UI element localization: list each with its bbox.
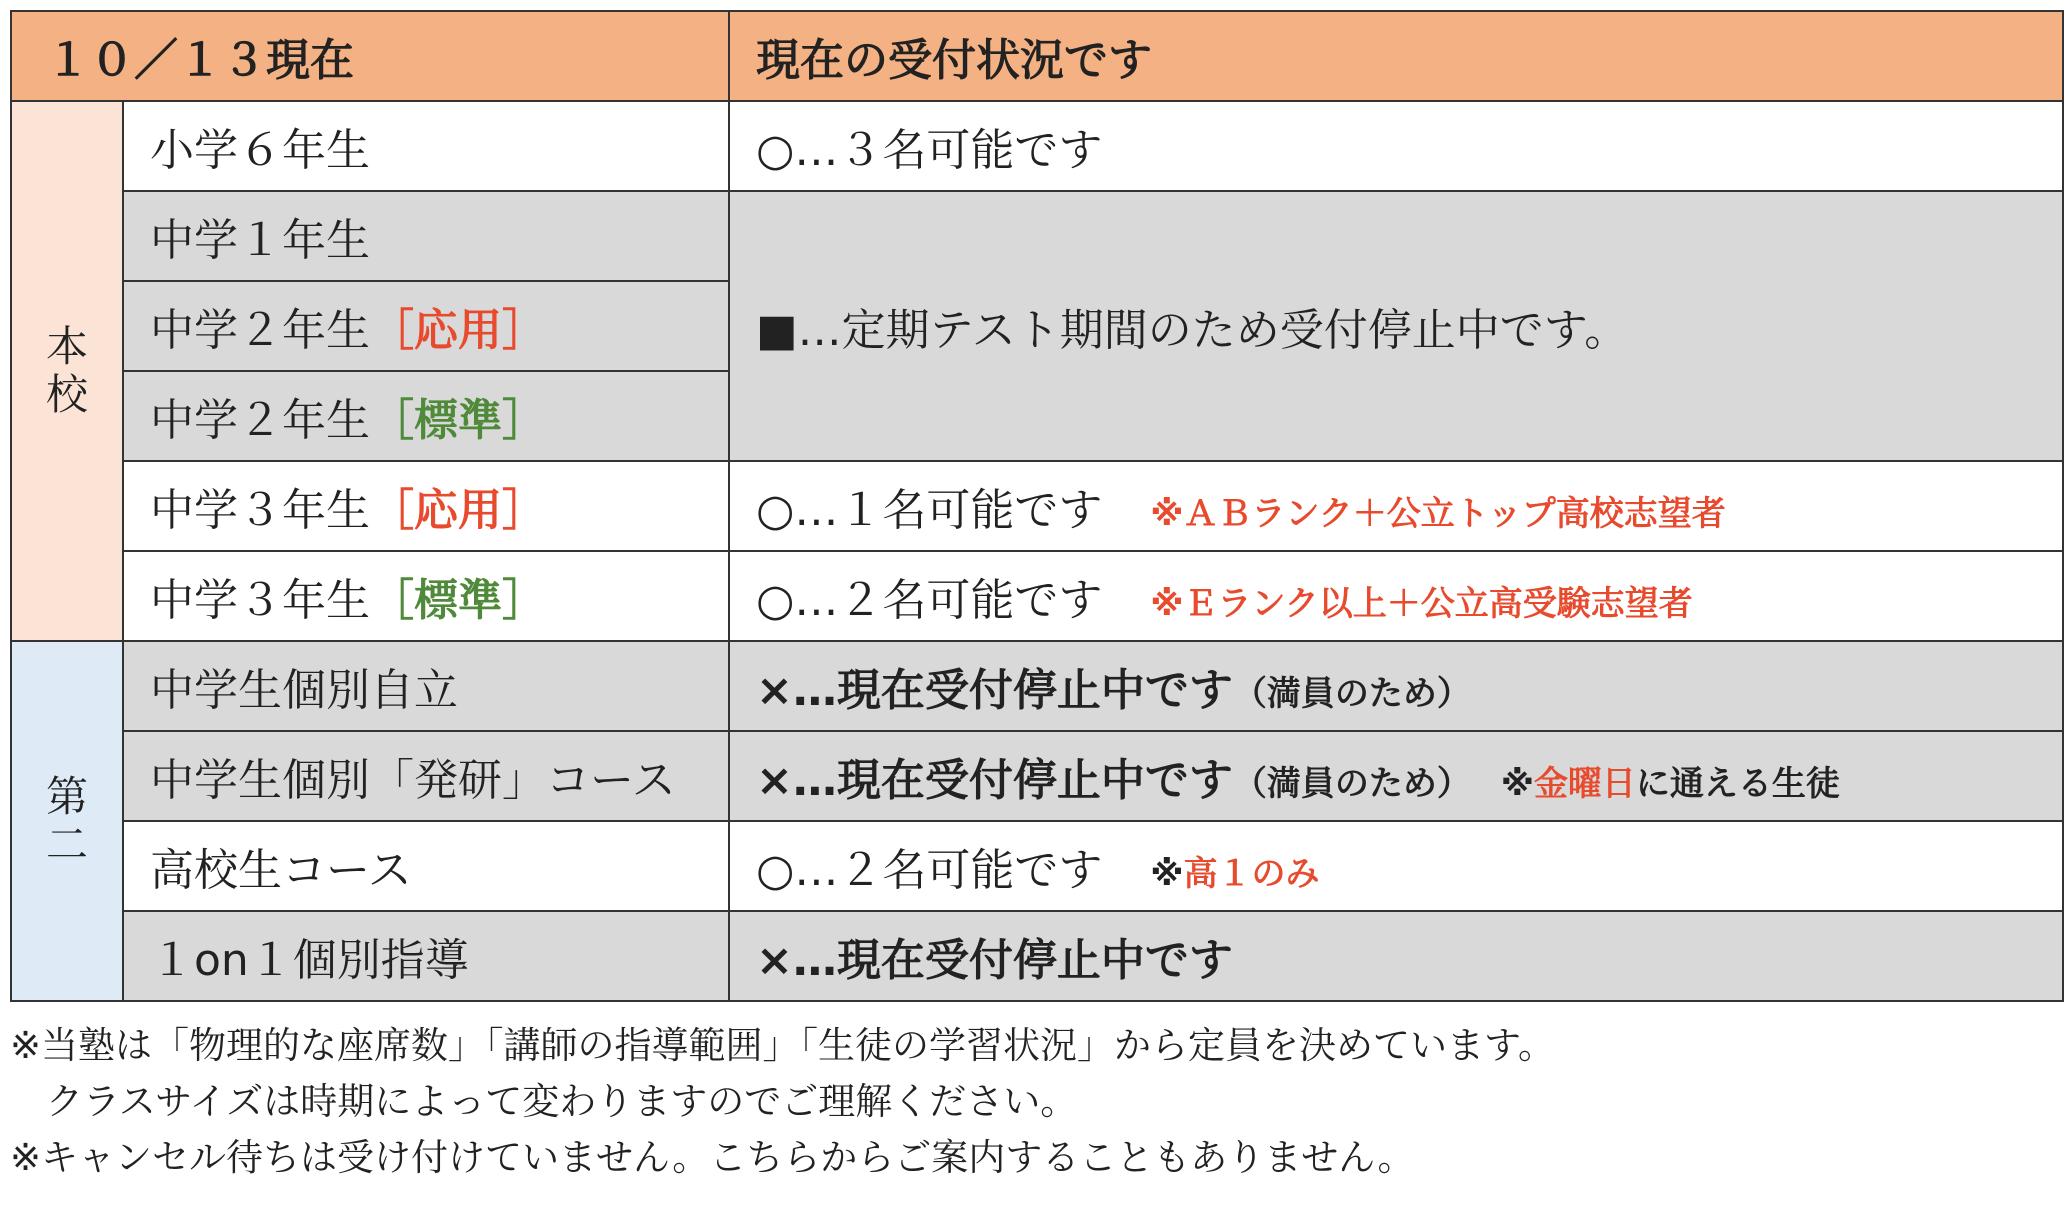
table-row (11, 101, 2063, 191)
course-name: 中学２年生 (150, 395, 370, 446)
status-cell (729, 461, 2063, 551)
course-name: 中学３年生 (150, 485, 370, 536)
status-cell (729, 191, 2063, 461)
course-name: 中学２年生 (150, 305, 370, 356)
course-cell (123, 371, 729, 461)
status-sub: （満員のため） (1232, 764, 1471, 804)
group-label-char: 校 (45, 370, 88, 419)
group-label-daini (11, 641, 123, 1001)
status-sub: （満員のため） (1232, 674, 1471, 714)
status-text: ×…現在受付停止中です (756, 755, 1233, 806)
course-name: 高校生コース (123, 821, 729, 911)
status-note: ※Ｅランク以上＋公立高受験志望者 (1150, 584, 1693, 624)
course-name: １on１個別指導 (123, 911, 729, 1001)
status-text: ○…２名可能です (756, 575, 1103, 626)
status-text: ○…１名可能です (756, 485, 1103, 536)
level-tag-standard: ［標準］ (370, 575, 546, 626)
status-text: ○…２名可能です (756, 845, 1103, 896)
status-note-highlight: 高１のみ (1183, 854, 1320, 894)
header-date: １０／１３現在 (11, 11, 729, 101)
status-cell (729, 821, 2063, 911)
course-name: 中学１年生 (123, 191, 729, 281)
footer-note: クラスサイズは時期によって変わりますのでご理解ください。 (46, 1080, 1078, 1123)
table-row (11, 551, 2063, 641)
course-cell (123, 461, 729, 551)
status-cell (729, 101, 2063, 191)
status-note-highlight: 金曜日 (1533, 764, 1636, 804)
table-row (11, 821, 2063, 911)
status-cell (729, 911, 2063, 1001)
status-note-rest: に通える生徒 (1635, 764, 1840, 804)
status-cell (729, 551, 2063, 641)
level-tag-standard: ［標準］ (370, 395, 546, 446)
status-note-prefix: ※ (1150, 854, 1184, 894)
course-cell (123, 281, 729, 371)
table-row (11, 731, 2063, 821)
header-status-title: 現在の受付状況です (729, 11, 2063, 101)
footer-note: ※当塾は「物理的な座席数」「講師の指導範囲」「生徒の学習状況」から定員を決めています。 (10, 1024, 1556, 1067)
status-text: ×…現在受付停止中です (756, 935, 1233, 986)
header-row (11, 11, 2063, 101)
status-text: ○…３名可能です (756, 125, 1103, 176)
table-row (11, 641, 2063, 731)
course-name: 中学生個別「発研」コース (123, 731, 729, 821)
group-label-char: 第 (45, 772, 88, 821)
group-label-honkou (11, 101, 123, 641)
footer-notes (10, 1018, 2062, 1186)
status-cell (729, 731, 2063, 821)
course-cell (123, 551, 729, 641)
group-label-char: 二 (45, 820, 88, 869)
table-row (11, 911, 2063, 1001)
course-name: 中学３年生 (150, 575, 370, 626)
level-tag-applied: ［応用］ (370, 485, 546, 536)
footer-note: ※キャンセル待ちは受け付けていません。こちらからご案内することもありません。 (10, 1136, 1415, 1179)
status-note: ※ＡＢランク＋公立トップ高校志望者 (1150, 494, 1726, 534)
status-text: ×…現在受付停止中です (756, 665, 1233, 716)
course-name: 小学６年生 (123, 101, 729, 191)
course-name: 中学生個別自立 (123, 641, 729, 731)
level-tag-applied: ［応用］ (370, 305, 546, 356)
table-row (11, 191, 2063, 281)
group-label-char: 本 (45, 322, 88, 371)
status-cell (729, 641, 2063, 731)
status-note-prefix: ※ (1500, 764, 1534, 804)
table-row (11, 461, 2063, 551)
enrollment-status-table (10, 10, 2064, 1002)
status-text: ■…定期テスト期間のため受付停止中です。 (756, 305, 1629, 356)
enrollment-status-sheet (10, 10, 2062, 1186)
